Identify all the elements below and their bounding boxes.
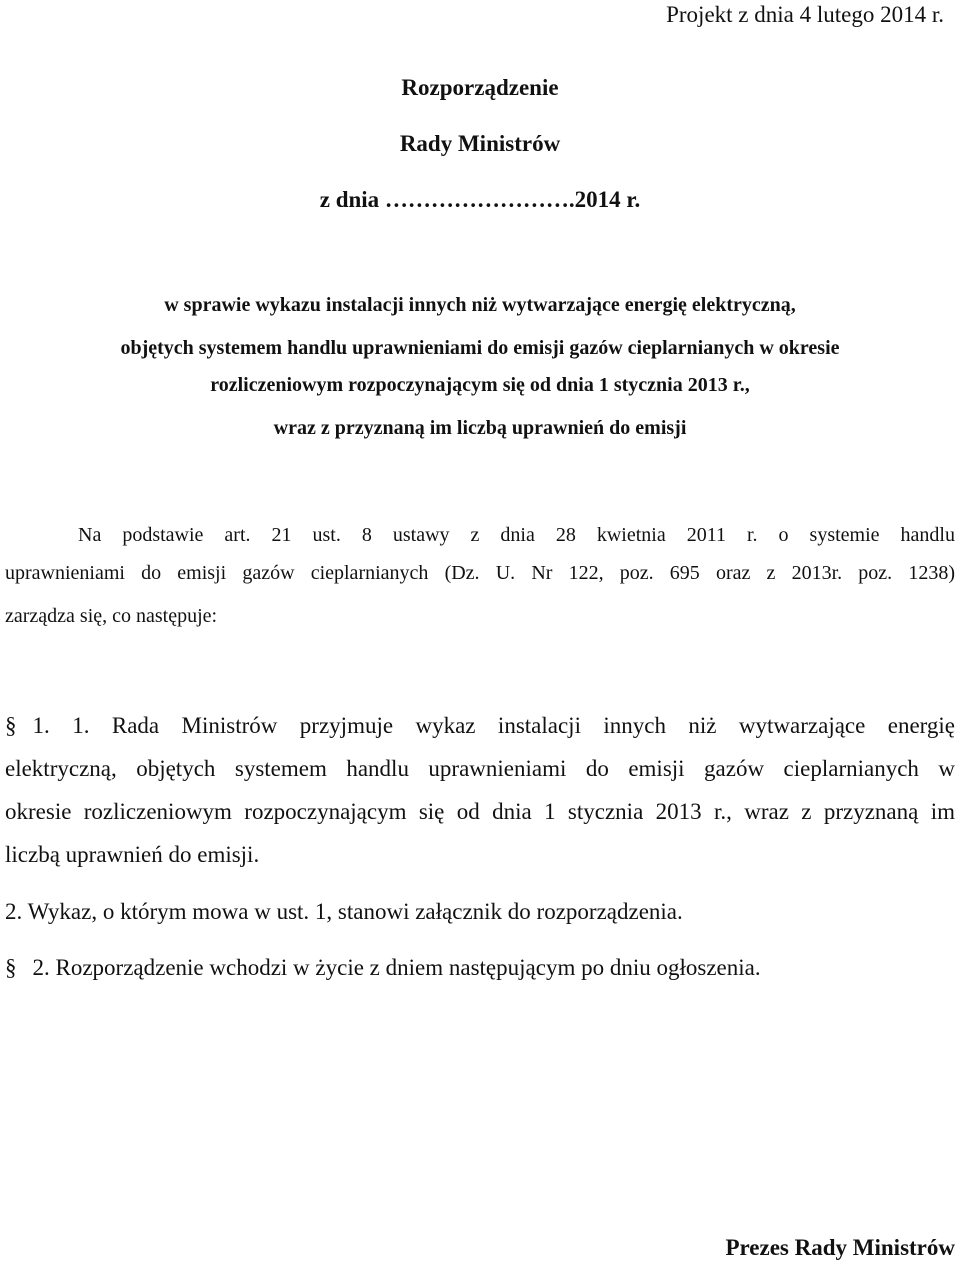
- paragraph-1-line-2: elektryczną, objętych systemem handlu uprawnieniami do emisji gazów cieplarnianych w: [5, 756, 955, 781]
- section-sign: §: [5, 713, 17, 738]
- title-regulation: Rozporządzenie: [401, 75, 559, 100]
- paragraph-1-line-1: [5, 711, 955, 741]
- paragraph-2: [5, 953, 955, 983]
- title-date: z dnia …………………….2014 r.: [319, 187, 641, 212]
- legal-basis-line-1: Na podstawie art. 21 ust. 8 ustawy z dnia 28 kwietnia 2011 r. o systemie handlu: [78, 524, 955, 546]
- paragraph-1-text-start: 1. Rada Ministrów przyjmuje wykaz instalacji innych niż wytwarzające energię: [72, 713, 956, 738]
- paragraph-1-number: 1.: [32, 713, 50, 738]
- subject-line-4: wraz z przyznaną im liczbą uprawnień do emisji: [273, 417, 687, 439]
- subject-line-1: w sprawie wykazu instalacji innych niż wytwarzające energię elektryczną,: [164, 294, 796, 316]
- paragraph-1-line-4: liczbą uprawnień do emisji.: [5, 842, 260, 867]
- subject-line-3: rozliczeniowym rozpoczynającym się od dnia 1 stycznia 2013 r.,: [210, 374, 750, 396]
- legal-basis-line-2: uprawnieniami do emisji gazów cieplarnianych (Dz. U. Nr 122, poz. 695 oraz z 2013r. poz. 1238): [5, 562, 955, 584]
- paragraph-1-point-2: 2. Wykaz, o którym mowa w ust. 1, stanowi załącznik do rozporządzenia.: [5, 899, 683, 924]
- paragraph-1-line-3: okresie rozliczeniowym rozpoczynającym się od dnia 1 stycznia 2013 r., wraz z przyznaną im: [5, 799, 955, 824]
- paragraph-2-text: 2. Rozporządzenie wchodzi w życie z dniem następującym po dniu ogłoszenia.: [32, 955, 761, 980]
- signature: Prezes Rady Ministrów: [725, 1235, 955, 1260]
- legal-basis-line-3: zarządza się, co następuje:: [5, 605, 218, 627]
- title-council: Rady Ministrów: [399, 131, 561, 156]
- draft-date-note: Projekt z dnia 4 lutego 2014 r.: [666, 2, 944, 27]
- subject-line-2: objętych systemem handlu uprawnieniami do emisji gazów cieplarnianych w okresie: [120, 337, 840, 359]
- section-sign: §: [5, 955, 17, 980]
